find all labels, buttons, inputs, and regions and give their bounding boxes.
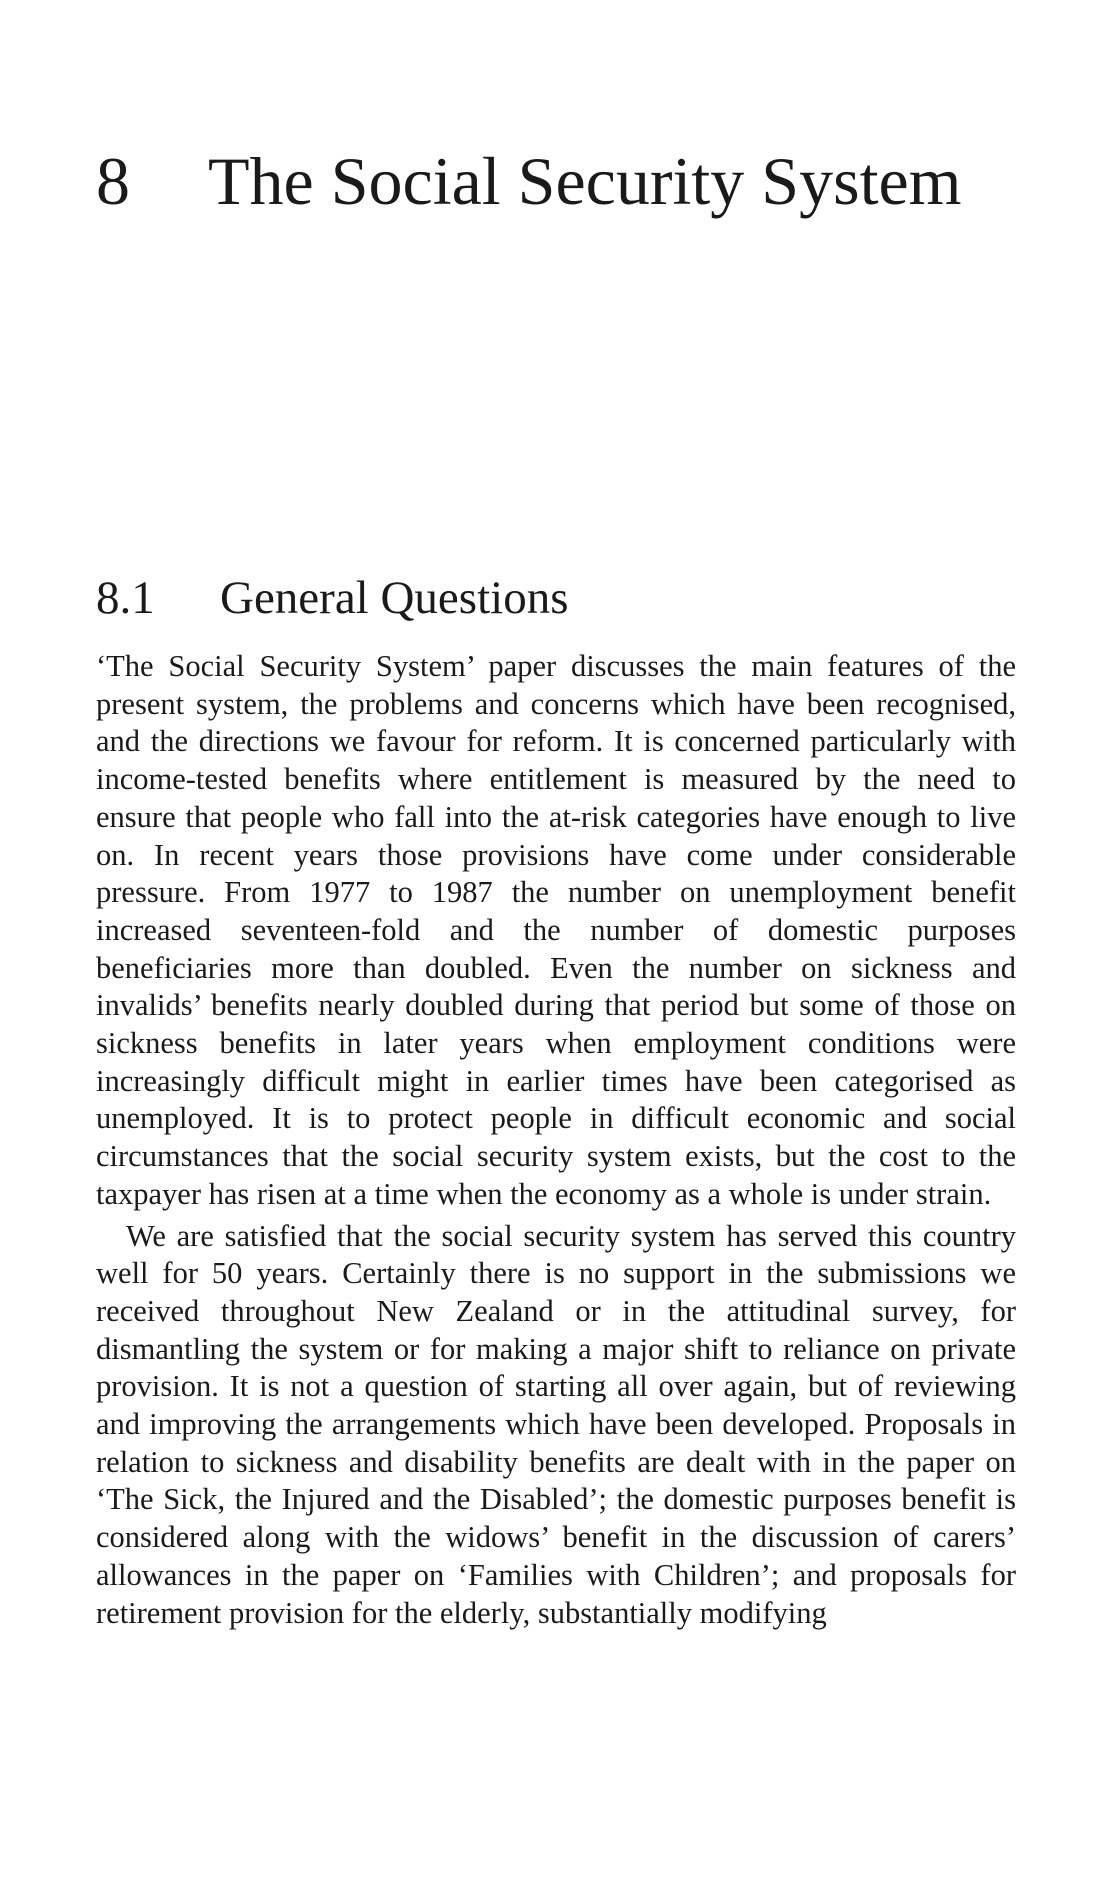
- chapter-number: 8: [96, 143, 130, 219]
- paragraph-1: ‘The Social Security System’ paper discusses the main features of the present system, the problems and concerns which have been recognised, and the directions we favour for reform. It is concerned particularly with income-tested benefits where entitlement is measured by the need to ensure that people who fall into the at-risk categories have enough to live on. In recent years those provisions have come under considerable pressure. From 1977 to 1987 the number on unemployment benefit increased seventeen-fold and the number of domestic purposes beneficiaries more than doubled. Even the number on sickness and invalids’ benefits nearly doubled during that period but some of those on sickness benefits in later years when employment conditions were increasingly difficult might in earlier times have been categorised as unemployed. It is to protect people in difficult economic and social circumstances that the social security system exists, but the cost to the taxpayer has risen at a time when the economy as a whole is under strain.: [96, 649, 1016, 1211]
- chapter-title: The Social Security System: [208, 143, 962, 219]
- section-number: 8.1: [96, 572, 155, 624]
- body-text: [96, 648, 1016, 1632]
- paragraph-2: We are satisfied that the social security system has served this country well for 50 years. Certainly there is no support in the submissions we received throughout New Zealand or in the attitudinal survey, for dismantling the system or for making a major shift to reliance on private provision. It is not a question of starting all over again, but of reviewing and improving the arrangements which have been developed. Proposals in relation to sickness and disability benefits are dealt with in the paper on ‘The Sick, the Injured and the Disabled’; the domestic purposes benefit is considered along with the widows’ benefit in the discussion of carers’ allowances in the paper on ‘Families with Children’; and proposals for retirement provision for the elderly, substantially modifying: [96, 1218, 1016, 1630]
- section-title: General Questions: [220, 572, 569, 624]
